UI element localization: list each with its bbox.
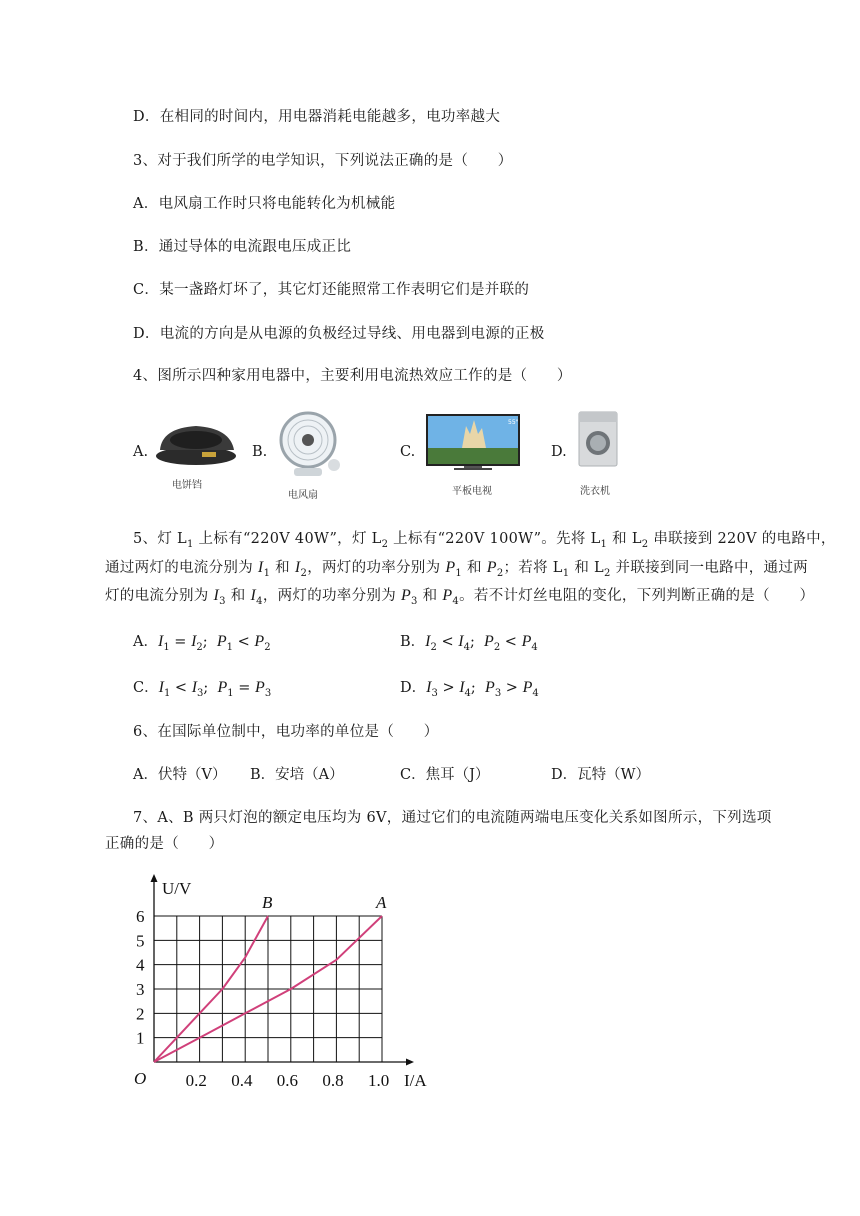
y-axis-arrow [151,874,158,882]
origin-label: O [134,1069,147,1088]
q6-stem: 6、在国际单位制中，电功率的单位是（ ） [133,724,439,740]
y-tick-label: 6 [136,907,145,926]
q4-letter-b: B. [252,444,268,460]
y-tick-label: 1 [136,1028,145,1048]
x-tick-label: 0.8 [322,1071,344,1090]
pan-cooker-image [152,420,240,468]
y-tick-label: 2 [136,1004,145,1024]
y-axis-label: U/V [162,879,192,898]
current-voltage-chart [128,868,448,1100]
q6-option-a: A．伏特（V） [133,767,227,783]
x-axis-label: I/A [404,1071,427,1090]
q5-option-d: D．$I_3 > I_4$; $P_3 > P_4$ [400,679,539,699]
q3-option-c: C．某一盏路灯坏了，其它灯还能照常工作表明它们是并联的 [133,282,530,298]
q7-line-1: 7、A、B 两只灯泡的额定电压均为 6V，通过它们的电流随两端电压变化关系如图所示，下列选项 [133,810,772,826]
series-label-b: B [262,893,273,912]
q5-line-3: 灯的电流分别为 $I_3$ 和 $I_4$，两灯的功率分别为 $P_3$ 和 $P_4$。若不计灯丝电阻的变化，下列判断正确的是（ ） [105,587,815,607]
washing-machine-image [577,410,619,468]
q5-line-1: 5、灯 $L_1$ 上标有“220V 40W”，灯 $L_2$ 上标有“220V 100W”。先将 $L_1$ 和 $L_2$ 串联接到 220V 的电路中， [133,531,836,550]
y-tick-label: 5 [136,931,145,951]
q3-option-d: D．电流的方向是从电源的负极经过导线、用电器到电源的正极 [133,326,545,342]
q4-caption-a: 电饼铛 [172,480,202,491]
x-tick-label: 1.0 [368,1071,390,1090]
tv-size-label: 55" [508,419,519,426]
q4-stem: 4、图所示四种家用电器中，主要利用电流热效应工作的是（ ） [133,368,572,384]
x-tick-label: 0.4 [231,1071,253,1090]
flat-tv-image [424,412,522,472]
q4-letter-d: D. [551,444,567,460]
y-tick-label: 4 [136,955,145,975]
q2-option-d: D．在相同的时间内，用电器消耗电能越多，电功率越大 [133,109,501,125]
x-tick-label: 0.2 [185,1071,207,1090]
q5-line-2: 通过两灯的电流分别为 $I_1$ 和 $I_2$，两灯的功率分别为 $P_1$ 和 $P_2$；若将 $L_1$ 和 $L_2$ 并联接到同一电路中，通过两 [105,559,808,579]
q4-letter-c: C. [400,444,416,460]
q6-option-c: C．焦耳（J） [400,767,490,783]
q5-option-b: B．$I_2 < I_4$; $P_2 < P_4$ [400,633,538,653]
series-label-a: A [376,893,387,912]
x-tick-label: 0.6 [276,1071,299,1090]
q6-option-d: D．瓦特（W） [551,767,651,783]
q4-letter-a: A. [133,444,149,460]
q4-caption-c: 平板电视 [452,486,492,497]
q7-line-2: 正确的是（ ） [105,836,224,852]
q3-option-b: B．通过导体的电流跟电压成正比 [133,239,352,255]
q5-option-a: A．$I_1 = I_2$; $P_1 < P_2$ [133,633,271,653]
q4-caption-d: 洗衣机 [580,486,610,497]
q3-stem: 3、对于我们所学的电学知识，下列说法正确的是（ ） [133,153,513,169]
electric-fan-image [274,410,344,478]
y-tick-label: 3 [136,980,145,999]
q4-caption-b: 电风扇 [288,490,318,501]
q6-option-b: B．安培（A） [250,767,344,783]
q5-option-c: C．$I_1 < I_3$; $P_1 = P_3$ [133,679,272,699]
q3-option-a: A．电风扇工作时只将电能转化为机械能 [133,196,396,212]
x-axis-arrow [406,1059,414,1066]
